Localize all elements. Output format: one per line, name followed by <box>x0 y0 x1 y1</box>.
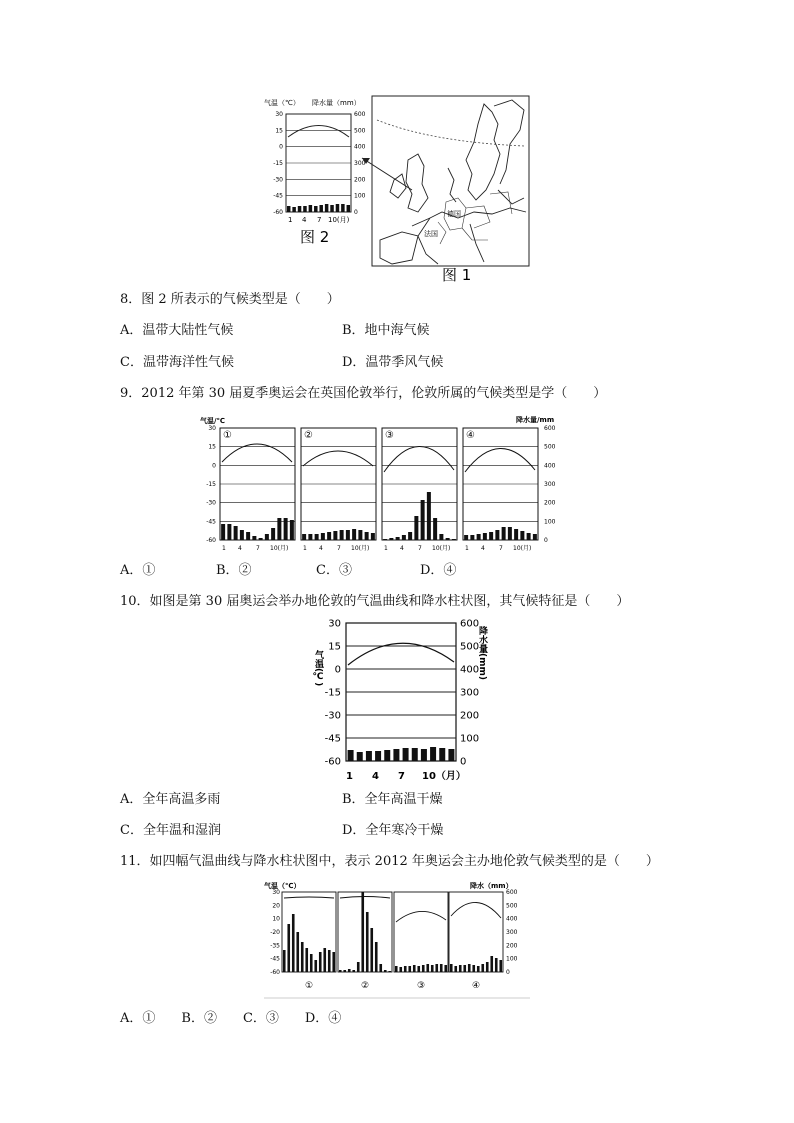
fig2-caption: 图 2 <box>300 228 330 246</box>
q9-option-b[interactable]: B．② <box>216 563 252 578</box>
q9-x-tick: 4 <box>400 545 404 552</box>
precip-bar <box>287 924 290 972</box>
q11-precip-label: 降水（mm） <box>470 882 513 890</box>
precip-bar <box>333 531 337 540</box>
q9-x-tick: 1 <box>222 545 226 552</box>
precip-bar <box>402 535 406 540</box>
precip-bar <box>417 966 420 972</box>
fig2-precip-tick-4: 200 <box>354 176 366 184</box>
precip-bar <box>439 534 443 540</box>
precip-bar <box>426 964 429 972</box>
q10-x-tick-10: 10（月） <box>422 771 466 782</box>
q10-x-tick-1: 1 <box>346 771 353 782</box>
q9-temp-curve <box>303 451 373 466</box>
precip-bar <box>413 965 416 972</box>
q9-precip-bars <box>383 492 456 540</box>
fig2-precip-tick-6: 0 <box>354 209 358 216</box>
precip-bar <box>464 535 468 540</box>
precip-bar <box>357 752 363 761</box>
q8-option-c[interactable]: C．温带海洋性气候 <box>120 355 234 370</box>
precip-bar <box>446 538 450 540</box>
precip-bar <box>365 532 369 540</box>
fig2-temp-tick-0: 30 <box>275 111 283 118</box>
q9-panel-number: ① <box>223 430 232 441</box>
precip-bar <box>283 950 286 972</box>
precip-bar <box>422 965 425 972</box>
q10-figure <box>312 616 492 784</box>
q11-temp-curve <box>340 897 390 899</box>
q11-panel-2 <box>338 892 392 991</box>
precip-bar <box>495 530 499 540</box>
precip-bar <box>430 747 436 761</box>
precip-bar <box>328 950 331 972</box>
q9-temp-curve <box>465 448 535 472</box>
fig2-precip-tick-2: 400 <box>354 143 366 151</box>
q9-x-tick: 7 <box>337 545 341 552</box>
q9-temp-tick-0: 30 <box>208 425 216 432</box>
fig2-precip-tick-5: 100 <box>354 192 366 200</box>
fig2-precip-bars <box>287 204 350 212</box>
q9-precip-ticks <box>544 425 556 544</box>
precip-bar <box>327 532 331 540</box>
fig1-caption: 图 1 <box>442 266 472 284</box>
precip-bar <box>336 204 340 212</box>
precip-bar <box>483 533 487 540</box>
fig2-precip-ticks <box>354 111 366 216</box>
precip-bar <box>408 532 412 540</box>
precip-bar <box>379 964 382 972</box>
precip-bar <box>348 969 351 972</box>
precip-bar <box>371 533 375 540</box>
fig2-x-tick-7: 7 <box>317 216 322 224</box>
q9-panel-number: ③ <box>385 430 394 441</box>
europe-map-frame <box>372 96 529 266</box>
q11-precip-tick-3: 300 <box>506 929 518 936</box>
precip-bar <box>240 530 244 540</box>
q10-precip-axis-label: 降水量(mm) <box>477 626 487 680</box>
precip-bar <box>346 530 350 540</box>
precip-bar <box>448 749 454 761</box>
precip-bar <box>463 965 466 972</box>
fig2-temp-tick-3: -15 <box>273 160 283 167</box>
q11-panel-frame <box>394 892 448 972</box>
q11-panel-number: ② <box>360 981 370 991</box>
q10-option-b[interactable]: B．全年高温干燥 <box>342 792 443 807</box>
q11-temp-tick-1: 20 <box>272 902 280 910</box>
q9-x-tick: 1 <box>384 545 388 552</box>
fig2-temp-ticks <box>273 111 283 216</box>
precip-bar <box>431 965 434 972</box>
fig2-temp-tick-6: -60 <box>273 209 283 216</box>
precip-bar <box>459 965 462 972</box>
q11-precip-tick-0: 600 <box>506 889 518 896</box>
precip-bar <box>490 956 493 972</box>
precip-bar <box>508 527 512 540</box>
q9-temp-tick-1: 15 <box>208 443 216 451</box>
q10-x-tick-7: 7 <box>398 771 405 782</box>
precip-bar <box>502 527 506 540</box>
precip-bar <box>477 966 480 972</box>
q9-temp-tick-3: -15 <box>206 481 216 488</box>
precip-bar <box>347 205 351 212</box>
q11-precip-bars <box>283 914 335 972</box>
precip-bar <box>468 964 471 972</box>
q10-precip-tick-4: 200 <box>460 710 480 722</box>
precip-bar <box>321 533 325 540</box>
precip-bar <box>290 520 294 540</box>
precip-bar <box>302 534 306 540</box>
q11-precip-tick-6: 0 <box>506 969 510 976</box>
precip-bar <box>450 964 453 972</box>
q9-temp-tick-5: -45 <box>206 518 216 526</box>
precip-bar <box>310 954 313 972</box>
q10-temp-tick-3: -15 <box>324 687 341 699</box>
precip-bar <box>421 749 427 761</box>
q11-precip-bars <box>339 892 391 972</box>
precip-bar <box>404 966 407 972</box>
q9-temp-curve <box>384 446 454 472</box>
fig2-temp-tick-4: -30 <box>273 176 283 184</box>
precip-bar <box>277 518 281 540</box>
q8-option-b[interactable]: B．地中海气候 <box>342 323 430 338</box>
q9-precip-tick-2: 400 <box>544 462 556 470</box>
precip-bar <box>339 970 342 972</box>
q10-temp-tick-1: 15 <box>328 641 341 653</box>
q11-panel-frame <box>338 892 392 972</box>
q8-option-a[interactable]: A．温带大陆性气候 <box>120 323 234 338</box>
q11-temp-tick-6: -60 <box>270 969 280 976</box>
precip-bar <box>384 970 387 972</box>
q10-precip-tick-1: 500 <box>460 641 480 653</box>
precip-bar <box>412 748 418 761</box>
q9-temp-tick-2: 0 <box>212 462 216 470</box>
q11-panel-number: ① <box>304 981 314 991</box>
q11-stem: 11．如四幅气温曲线与降水柱状图中，表示 2012 年奥运会主办地伦敦气候类型的是（ ） <box>120 854 659 869</box>
q9-x-tick: 10(月) <box>513 545 532 552</box>
q9-precip-tick-0: 600 <box>544 425 556 432</box>
q11-panel-3 <box>394 892 448 991</box>
q8-stem: 8．图 2 所表示的气候类型是（ ） <box>120 292 340 307</box>
precip-bar <box>301 942 304 972</box>
precip-bar <box>527 533 531 540</box>
q9-precip-tick-5: 100 <box>544 518 556 526</box>
fig2-precip-tick-3: 300 <box>354 160 366 167</box>
precip-bar <box>514 529 518 540</box>
precip-bar <box>433 518 437 540</box>
precip-bar <box>352 970 355 972</box>
precip-bar <box>435 964 438 972</box>
fig2-precip-tick-0: 600 <box>354 111 366 118</box>
precip-bar <box>472 965 475 972</box>
precip-bar <box>389 538 393 540</box>
precip-bar <box>221 524 225 540</box>
precip-bar <box>292 207 296 212</box>
q9-precip-bars <box>302 529 375 540</box>
q9-x-tick: 10(月) <box>270 545 289 552</box>
precip-bar <box>444 965 447 972</box>
q9-option-c[interactable]: C．③ <box>316 563 352 578</box>
q9-precip-tick-4: 200 <box>544 499 556 507</box>
q11-temp-tick-3: -20 <box>270 929 280 936</box>
q9-x-tick: 7 <box>499 545 503 552</box>
q11-temp-tick-4: -35 <box>270 942 280 950</box>
q11-precip-tick-1: 500 <box>506 902 518 910</box>
q9-x-tick: 10(月) <box>351 545 370 552</box>
q9-x-tick: 1 <box>465 545 469 552</box>
precip-bar <box>323 948 326 972</box>
q11-panels <box>282 892 503 991</box>
precip-bar <box>454 966 457 972</box>
q9-panel-1 <box>220 428 295 552</box>
q11-panel-number: ③ <box>416 981 426 991</box>
precip-bar <box>284 518 288 540</box>
q10-temp-tick-2: 0 <box>334 664 341 676</box>
precip-bar <box>309 205 313 212</box>
precip-bar <box>486 962 489 972</box>
q9-option-d[interactable]: D．④ <box>420 563 457 578</box>
q9-panels <box>220 428 538 552</box>
q9-four-climate-charts <box>198 412 564 556</box>
q10-precip-tick-0: 600 <box>460 618 480 630</box>
q9-figure <box>198 412 564 556</box>
q9-x-tick: 7 <box>418 545 422 552</box>
precip-bar <box>332 952 335 972</box>
precip-bar <box>414 516 418 540</box>
precip-bar <box>421 500 425 540</box>
precip-bar <box>271 528 275 540</box>
q9-panel-2 <box>301 428 376 552</box>
precip-bar <box>252 536 256 540</box>
q9-temp-tick-6: -60 <box>206 537 216 544</box>
fig2-precip-tick-1: 500 <box>354 127 366 135</box>
q9-precip-tick-3: 300 <box>544 481 556 488</box>
precip-bar <box>481 964 484 972</box>
precip-bar <box>287 206 291 212</box>
q10-temp-axis-label: 气温(℃) <box>313 650 323 687</box>
q10-precip-tick-3: 300 <box>460 687 480 699</box>
q9-x-tick: 1 <box>303 545 307 552</box>
q11-temp-tick-0: 30 <box>272 889 280 896</box>
map-label-germany: 德国 <box>447 210 461 218</box>
precip-bar <box>352 529 356 540</box>
q11-temp-curve <box>284 897 334 898</box>
q10-option-a[interactable]: A．全年高温多雨 <box>120 792 221 807</box>
fig2-temp-tick-1: 15 <box>275 127 283 135</box>
q11-panel-number: ④ <box>471 981 481 991</box>
precip-bar <box>470 535 474 540</box>
q11-four-climate-charts <box>262 878 534 1002</box>
q11-temp-label: 气温（℃） <box>264 882 301 890</box>
q9-precip-label: 降水量/mm <box>516 416 555 424</box>
q10-temp-tick-4: -30 <box>324 710 341 722</box>
q10-grid <box>346 646 456 738</box>
q9-x-tick: 4 <box>238 545 242 552</box>
precip-bar <box>315 534 319 540</box>
q10-temp-ticks <box>325 618 341 767</box>
q9-x-tick: 7 <box>256 545 260 552</box>
q10-precip-tick-5: 100 <box>460 733 480 745</box>
fig2-x-tick-10: 10(月) <box>328 216 350 224</box>
fig2-temp-tick-2: 0 <box>279 143 283 151</box>
q11-panel-4 <box>449 892 503 991</box>
precip-bar <box>308 534 312 540</box>
q11-precip-bars <box>395 964 447 972</box>
q10-precip-tick-6: 0 <box>460 756 467 768</box>
precip-bar <box>343 970 346 972</box>
q9-temp-label: 气温/℃ <box>200 417 226 425</box>
fig2-precip-label: 降水量（mm） <box>312 99 361 107</box>
precip-bar <box>495 958 498 972</box>
q11-panel-1 <box>282 892 336 991</box>
precip-bar <box>375 751 381 761</box>
q9-precip-bars <box>464 527 537 540</box>
precip-bar <box>314 206 318 212</box>
precip-bar <box>375 942 378 972</box>
map-label-france: 法国 <box>424 230 438 238</box>
q10-x-tick-4: 4 <box>372 771 379 782</box>
q11-precip-ticks <box>506 889 518 976</box>
precip-bar <box>319 952 322 972</box>
figure-1-2-svg <box>262 94 532 284</box>
precip-bar <box>366 912 369 972</box>
q11-temp-curve <box>396 911 446 922</box>
q11-panel-frame <box>282 892 336 972</box>
precip-bar <box>388 971 391 972</box>
q10-option-d[interactable]: D．全年寒冷干燥 <box>342 823 444 838</box>
fig2-grid <box>286 130 351 195</box>
q11-temp-curve <box>451 902 501 918</box>
q10-temp-tick-0: 30 <box>328 618 341 630</box>
q9-x-tick: 4 <box>481 545 485 552</box>
precip-bar <box>358 530 362 540</box>
q9-x-tick: 10(月) <box>432 545 451 552</box>
fig2-temp-label: 气温（℃） <box>264 99 300 107</box>
q9-panel-number: ② <box>304 430 313 441</box>
precip-bar <box>399 967 402 972</box>
precip-bar <box>340 530 344 540</box>
precip-bar <box>341 204 345 212</box>
precip-bar <box>452 539 456 540</box>
precip-bar <box>477 534 481 540</box>
precip-bar <box>366 751 372 761</box>
precip-bar <box>393 749 399 761</box>
q9-precip-tick-6: 0 <box>544 537 548 544</box>
precip-bar <box>298 206 302 212</box>
q9-temp-ticks <box>206 425 216 544</box>
precip-bar <box>489 532 493 540</box>
precip-bar <box>303 206 307 212</box>
q11-figure <box>262 878 534 1002</box>
fig2-x-tick-4: 4 <box>302 216 307 224</box>
q10-temp-tick-5: -45 <box>324 733 341 745</box>
precip-bar <box>383 539 387 540</box>
q9-temp-tick-4: -30 <box>206 499 216 507</box>
q9-option-a[interactable]: A．① <box>120 563 156 578</box>
precip-bar <box>325 204 329 212</box>
fig2-temp-tick-5: -45 <box>273 192 283 200</box>
precip-bar <box>395 966 398 972</box>
precip-bar <box>227 524 231 540</box>
q9-panel-4 <box>463 428 538 552</box>
q11-precip-bars <box>450 956 502 972</box>
precip-bar <box>259 538 263 540</box>
precip-bar <box>330 205 334 212</box>
q9-panel-number: ④ <box>466 430 475 441</box>
figure-climate-chart-and-map <box>262 94 532 284</box>
precip-bar <box>246 532 250 540</box>
q10-stem: 10．如图是第 30 届奥运会举办地伦敦的气温曲线和降水柱状图，其气候特征是（ ） <box>120 594 630 609</box>
q8-option-d[interactable]: D．温带季风气候 <box>342 355 444 370</box>
precip-bar <box>305 948 308 972</box>
precip-bar <box>439 748 445 761</box>
precip-bar <box>384 750 390 761</box>
q10-climate-chart <box>312 616 492 784</box>
precip-bar <box>499 960 502 972</box>
precip-bar <box>520 531 524 540</box>
precip-bar <box>319 205 323 212</box>
precip-bar <box>348 750 354 761</box>
q9-x-tick: 4 <box>319 545 323 552</box>
q11-precip-tick-4: 200 <box>506 942 518 950</box>
q9-stem: 9．2012 年第 30 届夏季奥运会在英国伦敦举行，伦敦所属的气候类型是学（ ） <box>120 386 607 401</box>
q11-precip-tick-5: 100 <box>506 955 518 963</box>
precip-bar <box>408 966 411 972</box>
precip-bar <box>265 534 269 540</box>
q10-option-c[interactable]: C．全年温和湿润 <box>120 823 221 838</box>
precip-bar <box>427 492 431 540</box>
q9-precip-tick-1: 500 <box>544 443 556 451</box>
precip-bar <box>396 537 400 540</box>
q11-temp-ticks <box>270 889 280 976</box>
q11-panel-frame <box>449 892 503 972</box>
q10-precip-tick-2: 400 <box>460 664 480 676</box>
q9-panel-3 <box>382 428 457 552</box>
q11-temp-tick-5: -45 <box>270 955 280 963</box>
precip-bar <box>440 964 443 972</box>
precip-bar <box>370 928 373 972</box>
precip-bar <box>357 962 360 972</box>
precip-bar <box>361 892 364 972</box>
q11-options[interactable]: A．① B．② C．③ D．④ <box>120 1011 342 1026</box>
precip-bar <box>314 960 317 972</box>
precip-bar <box>292 914 295 972</box>
precip-bar <box>533 534 537 540</box>
precip-bar <box>403 748 409 761</box>
fig2-x-tick-1: 1 <box>288 216 293 224</box>
q10-temp-tick-6: -60 <box>324 756 341 768</box>
precip-bar <box>234 526 238 540</box>
fig2-temp-curve <box>288 126 349 138</box>
q10-precip-bars <box>348 747 455 761</box>
q11-precip-tick-2: 400 <box>506 915 518 923</box>
q11-temp-tick-2: 10 <box>272 915 280 923</box>
precip-bar <box>296 932 299 972</box>
